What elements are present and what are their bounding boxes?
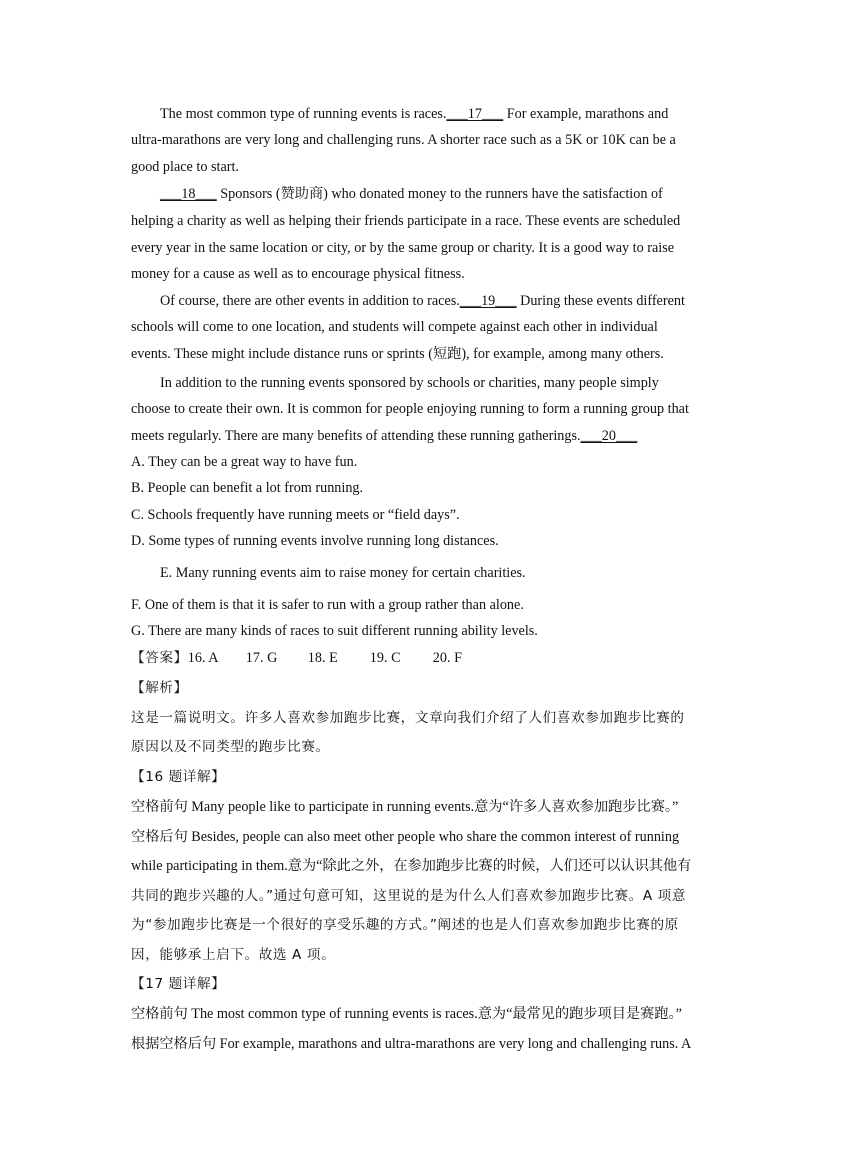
blank-18: ___18___ (160, 186, 217, 202)
q17-line-1: 空格前句 The most common type of running events is races.意为“最常见的跑步项目是赛跑。” (131, 1006, 682, 1022)
p2-line-3: every year in the same location or city, or by the same group or charity. It is a good way to raise (131, 240, 675, 256)
p1-line-1: The most common type of running events is races.___17___ For example, marathons and (160, 106, 669, 122)
p1-line-2: ultra-marathons are very long and challenging runs. A shorter race such as a 5K or 10K can be a (131, 132, 676, 148)
option-d: D. Some types of running events involve running long distances. (131, 533, 499, 549)
q16-line-2: 空格后句 Besides, people can also meet other people who share the common interest of running (131, 829, 680, 845)
p4-line-1: In addition to the running events sponsored by schools or charities, many people simply (160, 375, 659, 391)
p4-line-2: choose to create their own. It is common for people enjoying running to form a running group that (131, 401, 689, 417)
p4-line-3: meets regularly. There are many benefits of attending these running gatherings.___20___ (131, 428, 638, 444)
p2-line-4: money for a cause as well as to encourage physical fitness. (131, 266, 465, 282)
answer-19: 19. C (369, 650, 401, 666)
q16-line-3: while participating in them.意为“除此之外，在参加跑步比赛的时候，人们还可以认识其他有 (131, 858, 692, 874)
blank-17: ___17___ (446, 106, 504, 122)
p3-line-2: schools will come to one location, and students will compete against each other in individual (131, 319, 658, 335)
option-f: F. One of them is that it is safer to run with a group rather than alone. (131, 597, 524, 613)
answer-20: 20. F (432, 650, 462, 666)
answer-16: 16. A (187, 650, 219, 666)
answer-17: 17. G (245, 650, 278, 666)
q16-line-4: 共同的跑步兴趣的人。”通过句意可知，这里说的是为什么人们喜欢参加跑步比赛。A 项意 (131, 888, 687, 904)
answer-line (131, 649, 462, 667)
option-c: C. Schools frequently have running meets or “field days”. (131, 507, 460, 523)
q16-label: 【16 题详解】 (131, 769, 226, 785)
p3-line-1: Of course, there are other events in addition to races.___19___ During these events different (160, 293, 685, 309)
q17-label: 【17 题详解】 (131, 976, 226, 992)
analysis-label: 【解析】 (131, 680, 188, 696)
blank-19: ___19___ (459, 293, 517, 309)
option-g: G. There are many kinds of races to suit different running ability levels. (131, 623, 538, 639)
blank-20: ___20___ (580, 428, 638, 444)
answer-18: 18. E (307, 650, 338, 666)
answer-label: 【答案】 (131, 650, 188, 666)
option-e: E. Many running events aim to raise money for certain charities. (160, 565, 526, 581)
q16-line-6: 因，能够承上启下。故选 A 项。 (131, 947, 336, 963)
p3-line-3: events. These might include distance runs or sprints (短跑), for example, among many others. (131, 346, 664, 362)
analysis-line-1: 这是一篇说明文。许多人喜欢参加跑步比赛，文章向我们介绍了人们喜欢参加跑步比赛的 (131, 710, 685, 726)
option-a: A. They can be a great way to have fun. (131, 454, 358, 470)
option-b: B. People can benefit a lot from running. (131, 480, 364, 496)
q16-line-1: 空格前句 Many people like to participate in running events.意为“许多人喜欢参加跑步比赛。” (131, 799, 679, 815)
q16-line-5: 为“参加跑步比赛是一个很好的享受乐趣的方式。”阐述的也是人们喜欢参加跑步比赛的原 (131, 917, 679, 933)
p1-line-3: good place to start. (131, 159, 239, 175)
p2-line-1: ___18___ Sponsors (赞助商) who donated money to the runners have the satisfaction of (160, 186, 663, 202)
p2-line-2: helping a charity as well as helping their friends participate in a race. These events are scheduled (131, 213, 681, 229)
analysis-line-2: 原因以及不同类型的跑步比赛。 (131, 739, 330, 755)
q17-line-2: 根据空格后句 For example, marathons and ultra-marathons are very long and challenging runs. A (131, 1036, 692, 1052)
